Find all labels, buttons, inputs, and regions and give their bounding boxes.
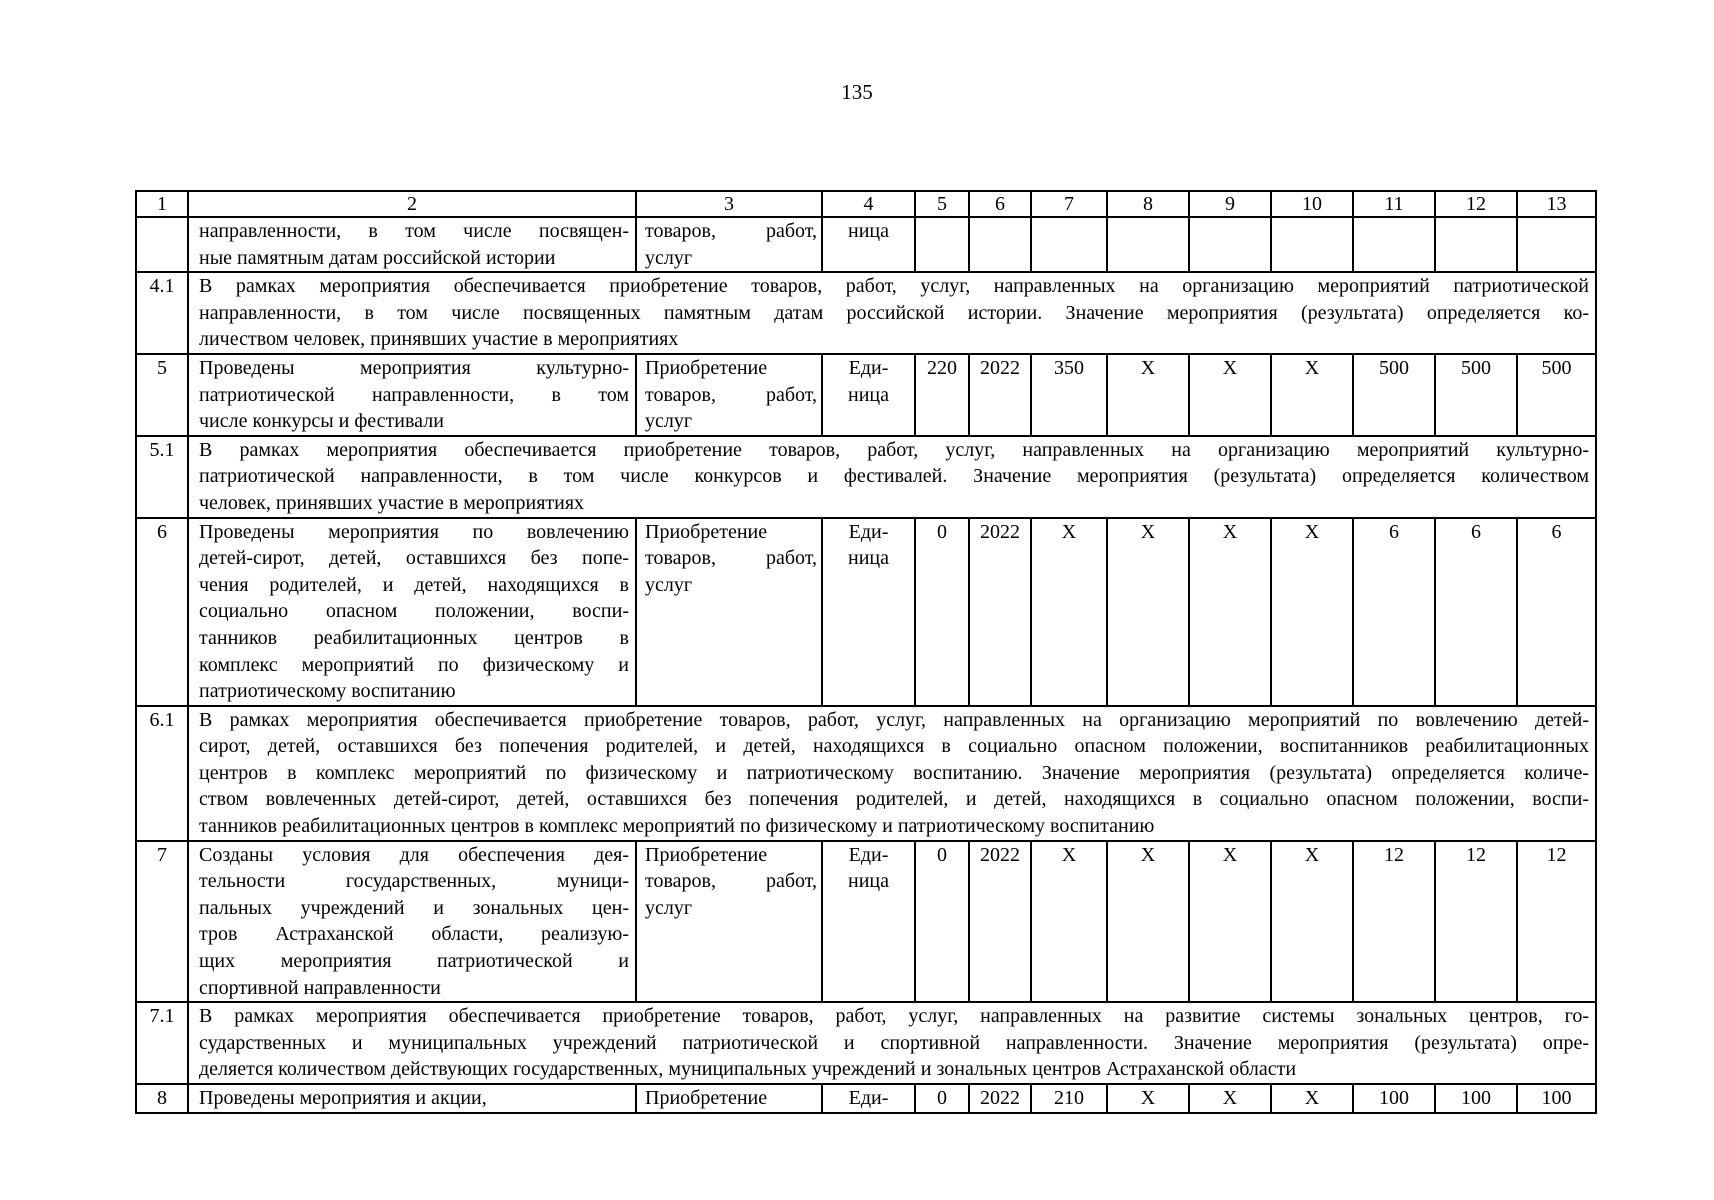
measure-name	[188, 841, 636, 1003]
value-cell	[915, 217, 969, 272]
text-line: детей-сирот, детей, оставшихся без попе-	[199, 547, 629, 570]
text-line: ница	[848, 547, 889, 570]
text-line: Еди-	[848, 1087, 889, 1109]
text-line: ница	[848, 220, 889, 242]
text-line: Проведены мероприятия по вовлечению	[199, 520, 629, 543]
header-row	[136, 191, 1596, 217]
value-cell	[1107, 217, 1189, 272]
row-number: 7.1	[136, 1002, 188, 1084]
value-cell: X	[1189, 354, 1271, 436]
description-row	[136, 1002, 1596, 1084]
measure-source	[636, 1084, 822, 1113]
header-cell: 12	[1435, 191, 1517, 217]
description-row	[136, 706, 1596, 841]
value-cell: X	[1271, 841, 1353, 1003]
text-line: Проведены мероприятия и акции,	[199, 1087, 487, 1109]
text-line: направленности, в том числе посвященных памятным датам российской истории. Значение мероприятия (результата) определяется ко-	[199, 301, 1589, 324]
text-line: Еди-	[848, 843, 889, 866]
table-row	[136, 1084, 1596, 1113]
row-number: 7	[136, 841, 188, 1003]
value-cell: X	[1031, 518, 1107, 706]
measure-source	[636, 217, 822, 272]
value-cell: 6	[1353, 518, 1435, 706]
text-line: В рамках мероприятия обеспечивается приобретение товаров, работ, услуг, направленных на организацию мероприятий культурно-	[199, 438, 1589, 461]
measure-source	[636, 841, 822, 1003]
description-row	[136, 436, 1596, 518]
header-cell: 5	[915, 191, 969, 217]
value-cell: 500	[1517, 354, 1596, 436]
value-cell: X	[1107, 354, 1189, 436]
text-line: щих мероприятия патриотической и	[199, 950, 629, 973]
table-row	[136, 354, 1596, 436]
value-cell	[1271, 217, 1353, 272]
header-cell: 6	[969, 191, 1031, 217]
measure-name	[188, 1084, 636, 1113]
text-line: спортивной направленности	[199, 976, 441, 999]
text-line: услуг	[645, 246, 693, 269]
value-cell: 100	[1435, 1084, 1517, 1113]
value-cell: 2022	[969, 354, 1031, 436]
measures-table	[135, 190, 1597, 1114]
value-cell: 6	[1517, 518, 1596, 706]
text-line: товаров, работ,	[645, 547, 817, 570]
text-line: товаров, работ,	[645, 870, 817, 893]
value-cell: 12	[1517, 841, 1596, 1003]
value-cell: X	[1107, 518, 1189, 706]
value-cell: 2022	[969, 841, 1031, 1003]
header-cell: 13	[1517, 191, 1596, 217]
value-cell: 12	[1435, 841, 1517, 1003]
text-line: деляется количеством действующих государственных, муниципальных учреждений и зональных центров Астраханской области	[199, 1058, 1297, 1081]
text-line: Приобретение	[645, 520, 768, 543]
text-line: патриотической направленности, в том	[199, 383, 629, 406]
header-cell: 11	[1353, 191, 1435, 217]
description-cell	[188, 1002, 1596, 1084]
value-cell: 500	[1353, 354, 1435, 436]
text-line: социально опасном положении, воспи-	[199, 600, 629, 623]
value-cell: 2022	[969, 1084, 1031, 1113]
measure-unit	[822, 518, 915, 706]
measure-source	[636, 518, 822, 706]
text-line: Приобретение	[645, 1087, 768, 1109]
text-line: услуг	[645, 410, 693, 433]
measure-name	[188, 217, 636, 272]
description-cell	[188, 272, 1596, 354]
measure-unit	[822, 1084, 915, 1113]
value-cell: 220	[915, 354, 969, 436]
value-cell: 350	[1031, 354, 1107, 436]
row-number	[136, 217, 188, 272]
row-number: 8	[136, 1084, 188, 1113]
value-cell: 100	[1353, 1084, 1435, 1113]
value-cell: X	[1031, 841, 1107, 1003]
text-line: пальных учреждений и зональных цен-	[199, 896, 629, 919]
text-line: человек, принявших участие в мероприятиях	[199, 491, 585, 514]
text-line: танников реабилитационных центров в	[199, 626, 629, 649]
text-line: тельности государственных, муници-	[199, 870, 629, 893]
text-line: В рамках мероприятия обеспечивается приобретение товаров, работ, услуг, направленных на организацию мероприятий по вовлечению детей-	[199, 708, 1589, 731]
text-line: направленности, в том числе посвящен-	[199, 220, 629, 242]
measure-unit	[822, 841, 915, 1003]
row-number: 4.1	[136, 272, 188, 354]
header-cell: 4	[822, 191, 915, 217]
measure-unit	[822, 217, 915, 272]
value-cell: 2022	[969, 518, 1031, 706]
row-number: 5	[136, 354, 188, 436]
text-line: чения родителей, и детей, находящихся в	[199, 573, 629, 596]
measure-name	[188, 518, 636, 706]
text-line: числе конкурсы и фестивали	[199, 410, 444, 433]
header-cell: 8	[1107, 191, 1189, 217]
row-number: 6.1	[136, 706, 188, 841]
page-number: 135	[841, 80, 873, 104]
value-cell: X	[1189, 1084, 1271, 1113]
value-cell	[1435, 217, 1517, 272]
value-cell: 0	[915, 518, 969, 706]
header-cell: 7	[1031, 191, 1107, 217]
value-cell: X	[1107, 841, 1189, 1003]
table-row	[136, 518, 1596, 706]
value-cell: 12	[1353, 841, 1435, 1003]
measure-name	[188, 354, 636, 436]
text-line: комплекс мероприятий по физическому и	[199, 653, 629, 676]
text-line: патриотическому воспитанию	[199, 680, 456, 703]
text-line: сударственных и муниципальных учреждений патриотической и спортивной направленности. Значение мероприятия (результата) опре-	[199, 1031, 1589, 1054]
value-cell: X	[1271, 1084, 1353, 1113]
text-line: Приобретение	[645, 356, 768, 379]
text-line: Еди-	[848, 356, 889, 379]
value-cell: 0	[915, 841, 969, 1003]
value-cell: 500	[1435, 354, 1517, 436]
value-cell	[1517, 217, 1596, 272]
text-line: ница	[848, 383, 889, 406]
text-line: Созданы условия для обеспечения дея-	[199, 843, 629, 866]
value-cell: 210	[1031, 1084, 1107, 1113]
value-cell: 6	[1435, 518, 1517, 706]
measure-unit	[822, 354, 915, 436]
text-line: В рамках мероприятия обеспечивается приобретение товаров, работ, услуг, направленных на организацию мероприятий патриотической	[199, 275, 1589, 298]
value-cell: X	[1189, 518, 1271, 706]
description-cell	[188, 706, 1596, 841]
measure-source	[636, 354, 822, 436]
text-line: тров Астраханской области, реализую-	[199, 923, 629, 946]
value-cell	[1189, 217, 1271, 272]
text-line: услуг	[645, 573, 693, 596]
description-row	[136, 272, 1596, 354]
value-cell	[1353, 217, 1435, 272]
value-cell	[969, 217, 1031, 272]
value-cell: 100	[1517, 1084, 1596, 1113]
text-line: личеством человек, принявших участие в мероприятиях	[199, 328, 679, 351]
description-cell	[188, 436, 1596, 518]
text-line: центров в комплекс мероприятий по физическому и патриотическому воспитанию. Значение мероприятия (результата) определяется количе-	[199, 761, 1589, 784]
text-line: услуг	[645, 896, 693, 919]
text-line: Проведены мероприятия культурно-	[199, 356, 629, 379]
header-cell: 2	[188, 191, 636, 217]
value-cell: X	[1271, 518, 1353, 706]
text-line: ные памятным датам российской истории	[199, 246, 556, 269]
text-line: товаров, работ,	[645, 220, 817, 242]
text-line: танников реабилитационных центров в комплекс мероприятий по физическому и патриотическому воспитанию	[199, 815, 1155, 838]
text-line: Еди-	[848, 520, 889, 543]
header-cell: 10	[1271, 191, 1353, 217]
row-number: 6	[136, 518, 188, 706]
row-number: 5.1	[136, 436, 188, 518]
table-row	[136, 217, 1596, 272]
text-line: патриотической направленности, в том числе конкурсов и фестивалей. Значение мероприятия (результата) определяется количеством	[199, 465, 1589, 488]
value-cell: X	[1271, 354, 1353, 436]
text-line: ница	[848, 870, 889, 893]
table-row	[136, 841, 1596, 1003]
value-cell: 0	[915, 1084, 969, 1113]
text-line: сирот, детей, оставшихся без попечения родителей, и детей, находящихся в социально опасном положении, воспитанников реабилитационных	[199, 735, 1589, 758]
text-line: В рамках мероприятия обеспечивается приобретение товаров, работ, услуг, направленных на развитие системы зональных центров, го-	[199, 1005, 1589, 1028]
value-cell	[1031, 217, 1107, 272]
value-cell: X	[1107, 1084, 1189, 1113]
text-line: товаров, работ,	[645, 383, 817, 406]
header-cell: 3	[636, 191, 822, 217]
value-cell: X	[1189, 841, 1271, 1003]
text-line: ством вовлеченных детей-сирот, детей, оставшихся без попечения родителей, и детей, находящихся в социально опасном положении, воспи-	[199, 788, 1589, 811]
header-cell: 1	[136, 191, 188, 217]
header-cell: 9	[1189, 191, 1271, 217]
text-line: Приобретение	[645, 843, 768, 866]
